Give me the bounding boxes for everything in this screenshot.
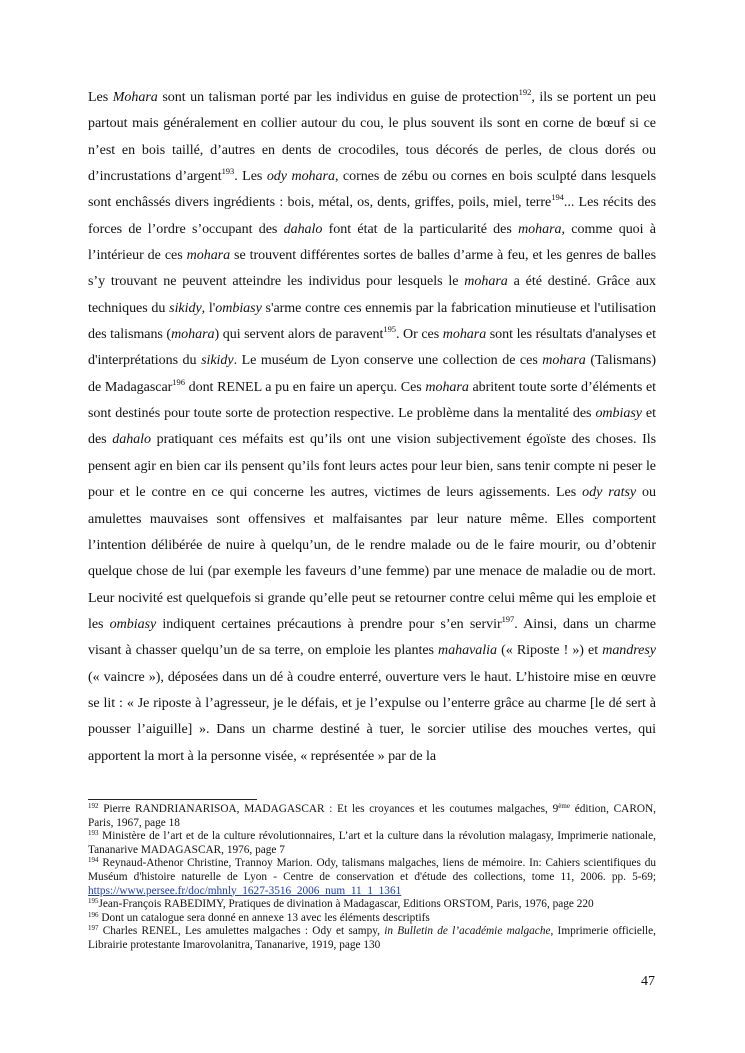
text-run: , ils se portent un peu partout mais généralement en collier autour du cou, le plus souvent ils sont en corne de bœuf si ce n’est en bois taillé, d’autres en dents de crocodiles, tous décorés de perles, de clous dorés ou d’incrustations d’argent (88, 89, 656, 185)
text-run: font état de la particularité des (322, 220, 519, 237)
text-run: . Ainsi, dans un charme visant à chasser quelqu’un de sa terre, on emploie les plantes (88, 615, 656, 659)
text-run: indiquent certaines précautions à prendre pour s’en servir (156, 615, 502, 632)
footnote-text: Dont un catalogue sera donné en annexe 13 avec les éléments descriptifs (98, 911, 430, 924)
italic-term: mohara (464, 273, 508, 290)
italic-term: ombiasy (109, 615, 157, 632)
italic-term: dahalo (112, 431, 152, 448)
text-run: . Le muséum de Lyon conserve une collection de ces (233, 352, 543, 369)
footnote-194 (88, 857, 656, 898)
text-run: pratiquant ces méfaits est qu’ils ont une vision subjectivement égoïste des choses. Ils pensent agir en bien car ils pensent qu’ils font leurs actes pour leur bien, sans tenir compte ni peser le pour et le contre en ce qui concerne les autres, victimes de leurs agissements. Les (88, 431, 657, 501)
italic-term: ombiasy (595, 405, 642, 422)
italic-term: mahavalia (438, 642, 497, 659)
text-run: . Les (234, 168, 267, 185)
footnote-193 (88, 830, 656, 857)
footnote-ref-193[interactable]: 193 (221, 166, 235, 177)
text-run: sont les résultats d'analyses et d'interprétations du (88, 326, 656, 369)
italic-term: mohara (542, 352, 586, 369)
footnote-number: 195 (88, 897, 99, 906)
body-paragraph (88, 84, 656, 769)
italic-term: sikidy (201, 352, 234, 369)
italic-term: mohara (186, 247, 231, 264)
text-run: ) qui servent alors de paravent (214, 326, 384, 343)
italic-term: ody ratsy (582, 484, 637, 501)
footnote-number: 192 (88, 802, 99, 810)
footnote-195 (88, 898, 656, 912)
footnote-text: Ministère de l’art et de la culture révolutionnaires, L’art et la culture dans la révolution malagasy, Imprimerie nationale, Tananarive MADAGASCAR, 1976, page 7 (88, 830, 656, 856)
italic-term: Mohara (112, 89, 158, 105)
text-run: Les (88, 89, 113, 105)
italic-term: mohara (171, 326, 215, 343)
italic-term: sikidy (169, 299, 202, 316)
text-run: . Or ces (396, 326, 443, 343)
text-run: s'arme contre ces ennemis par la fabrication minutieuse et l'utilisation des talismans ( (88, 299, 656, 343)
text-run: (Talismans) de Madagascar (88, 352, 656, 395)
footnote-ref-196[interactable]: 196 (172, 376, 185, 387)
footnote-ref-195[interactable]: 195 (383, 324, 397, 335)
text-run: ... Les récits des forces de l’ordre s’occupant des (88, 194, 656, 237)
footnote-ref-197[interactable]: 197 (501, 613, 515, 624)
italic-term: mohara (518, 220, 562, 237)
page-number: 47 (641, 974, 655, 989)
italic-term: mandresy (602, 642, 656, 659)
text-run: et des (88, 405, 656, 448)
footnote-italic: in Bulletin de l’académie malgache (384, 925, 551, 938)
italic-term: ombiasy (215, 299, 262, 316)
italic-term: ody mohara (266, 168, 335, 185)
footnotes (88, 803, 656, 953)
text-run: , comme quoi à l’intérieur de ces (88, 220, 656, 264)
footnote-197 (88, 925, 656, 952)
footnote-number: 197 (88, 924, 99, 933)
text-run: dont RENEL a pu en faire un aperçu. Ces (184, 378, 426, 395)
footnote-text: Pierre RANDRIANARISOA, MADAGASCAR : Et les croyances et les coutumes malgaches, 9 (98, 803, 559, 815)
footnote-text: édition, CARON, Paris, 1967, page 18 (88, 803, 657, 829)
footnote-separator (88, 799, 257, 800)
footnote-number: 194 (88, 856, 99, 865)
text-run: , l' (201, 299, 216, 316)
text-run: ou amulettes mauvaises sont offensives et malfaisantes par leur nature même. Elles comportent l’intention délibérée de nuire à quelqu’un, de le rendre malade ou de le faire mourir, ou d’obtenir quelque chose de lui (par exemple les faveurs d’une femme) par une menace de maladie ou de mort. Leur nocivité est quelquefois si grande qu’elle peut se retourner contre celui même qui les emploie et les (88, 484, 656, 632)
italic-term: mohara (425, 378, 469, 395)
main-body (88, 84, 656, 769)
footnote-text: , Imprimerie officielle, Librairie protestante Imarovolanitra, Tananarive, 1919, page 130 (88, 925, 657, 951)
footnote-192 (88, 803, 656, 830)
text-run: a été destiné. Grâce aux techniques du (88, 273, 656, 316)
footnote-text: Reynaud-Athenor Christine, Trannoy Marion. Ody, talismans malgaches, liens de mémoire. In: Cahiers scientifiques du Muséum d'histoire naturelle de Lyon - Centre de conservation et d'étude des collections, tome 11, 2006. pp. 5-69; (88, 857, 656, 883)
persee-link[interactable]: https://www.persee.fr/doc/mhnly_1627-3516_2006_num_11_1_1361 (88, 884, 402, 897)
text-run: (« vaincre »), déposées dans un dé à coudre enterré, ouverture vers le haut. L’histoire mise en œuvre se lit : « Je riposte à l’agresseur, je le défais, et je l’expulse ou l’enterre grâce au charme [le dé sert à pousser l’aiguille] ». Dans un charme destiné à tuer, le sorcier utilise des mouches vertes, qui apportent la mort à la personne visée, « représentée » par de la (88, 668, 656, 764)
italic-term: dahalo (283, 220, 323, 237)
footnote-superscript: ème (558, 802, 570, 810)
text-run: se trouvent différentes sortes de balles d’arme à feu, et les genres de balles s’y trouvant ne peuvent atteindre les individus pour lesquels le (88, 247, 656, 290)
text-run: abritent toute sorte d’éléments et sont destinés pour toute sorte de protection respective. Le problème dans la mentalité des (88, 378, 656, 422)
italic-term: mohara (442, 326, 487, 343)
text-run: sont un talisman porté par les individus en guise de protection (157, 89, 519, 105)
footnote-ref-192[interactable]: 192 (518, 87, 532, 97)
footnote-text: Jean-François RABEDIMY, Pratiques de divination à Madagascar, Editions ORSTOM, Paris, 1976, page 220 (98, 898, 594, 911)
text-run: (« Riposte ! ») et (497, 642, 603, 659)
footnote-ref-194[interactable]: 194 (551, 192, 564, 203)
footnote-number: 193 (88, 829, 99, 838)
text-run: , cornes de zébu ou cornes en bois sculpté dans lesquels sont enchâssés divers ingrédients : bois, métal, os, dents, griffes, poils, miel, terre (88, 168, 656, 211)
footnote-number: 196 (88, 910, 99, 919)
footnote-196 (88, 912, 656, 926)
footnote-text: Charles RENEL, Les amulettes malgaches : Ody et sampy, (98, 925, 385, 938)
